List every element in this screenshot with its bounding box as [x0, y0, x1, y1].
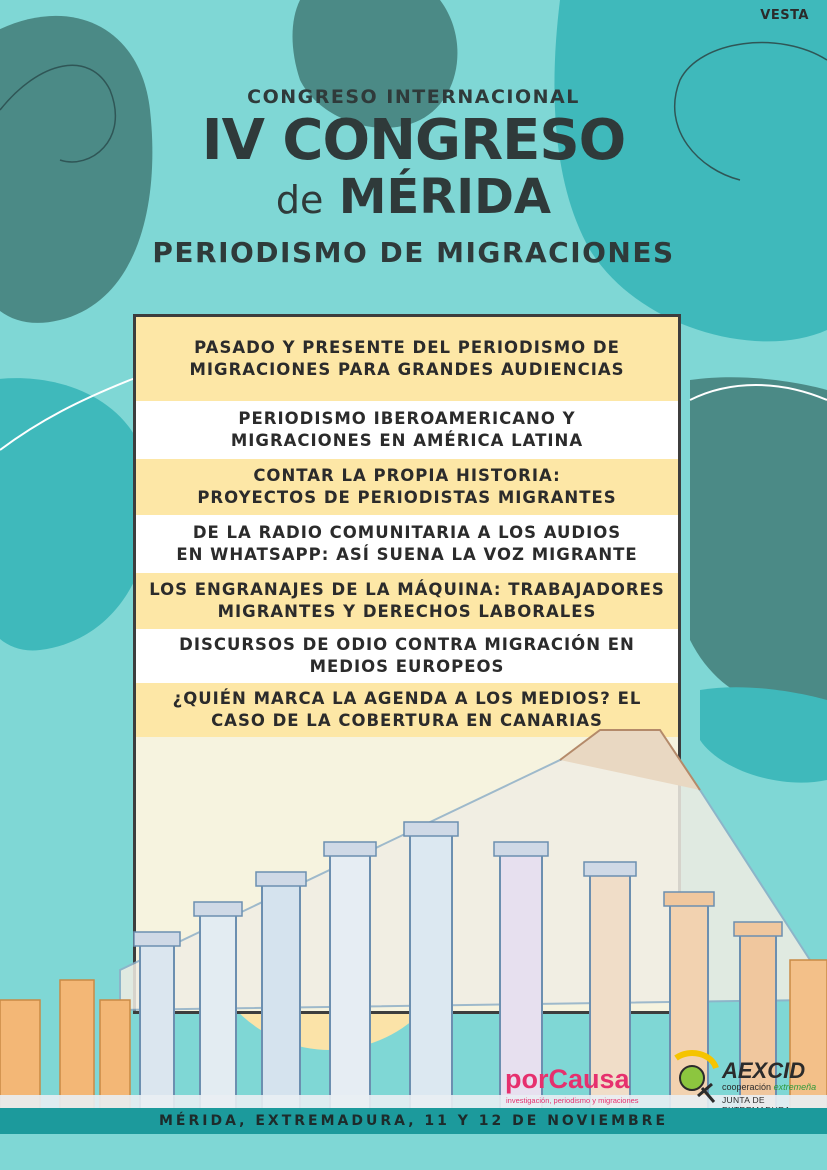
junta-extremadura-label: JUNTA DE: [722, 1095, 765, 1105]
topic-line: CONTAR LA PROPIA HISTORIA:: [253, 466, 561, 485]
topic-line: ¿QUIÉN MARCA LA AGENDA A LOS MEDIOS? EL: [172, 689, 642, 708]
aexcid-logo: AEXCID: [722, 1058, 806, 1083]
topic-line: MIGRACIONES EN AMÉRICA LATINA: [230, 431, 584, 450]
topic-line: EN WHATSAPP: ASÍ SUENA LA VOZ MIGRANTE: [176, 545, 638, 564]
aexcid-coop-suffix: extremeña: [773, 1082, 817, 1092]
topic-row: [136, 573, 678, 629]
title-de: de: [275, 178, 324, 222]
topic-line: PERIODISMO IBEROAMERICANO Y: [238, 409, 576, 428]
topic-row: [136, 629, 678, 683]
topic-row: [136, 317, 678, 401]
topic-line: DE LA RADIO COMUNITARIA A LOS AUDIOS: [192, 523, 622, 542]
conference-title: IV CONGRESO: [201, 108, 626, 173]
porcausa-tagline: investigación, periodismo y migraciones: [506, 1096, 639, 1105]
topics-list: [136, 317, 678, 737]
temple-illustration: [0, 700, 827, 1120]
porcausa-logo: porCausa: [505, 1064, 630, 1094]
footer-date-location: MÉRIDA, EXTREMADURA, 11 Y 12 DE NOVIEMBRE: [158, 1113, 669, 1129]
topic-row: [136, 515, 678, 573]
topic-line: CASO DE LA COBERTURA EN CANARIAS: [211, 711, 603, 730]
topic-line: DISCURSOS DE ODIO CONTRA MIGRACIÓN EN: [179, 635, 635, 654]
conference-title-city: [0, 169, 827, 225]
conference-subtitle: PERIODISMO DE MIGRACIONES: [152, 236, 675, 269]
topic-line: MIGRACIONES PARA GRANDES AUDIENCIAS: [189, 360, 625, 379]
topic-row: [136, 401, 678, 459]
topic-line: MEDIOS EUROPEOS: [309, 657, 505, 676]
blob-right-mid: [690, 377, 827, 707]
topic-line: LOS ENGRANAJES DE LA MÁQUINA: TRABAJADORES: [149, 580, 665, 599]
title-city: MÉRIDA: [338, 169, 552, 225]
corner-label: VESTA: [760, 8, 809, 23]
aexcid-coop-prefix: cooperación: [722, 1082, 772, 1092]
conference-kicker: CONGRESO INTERNACIONAL: [247, 86, 580, 108]
topic-row: [136, 459, 678, 515]
topic-line: MIGRANTES Y DERECHOS LABORALES: [217, 602, 597, 621]
topic-line: PROYECTOS DE PERIODISTAS MIGRANTES: [197, 488, 617, 507]
topic-line: PASADO Y PRESENTE DEL PERIODISMO DE: [194, 338, 620, 357]
